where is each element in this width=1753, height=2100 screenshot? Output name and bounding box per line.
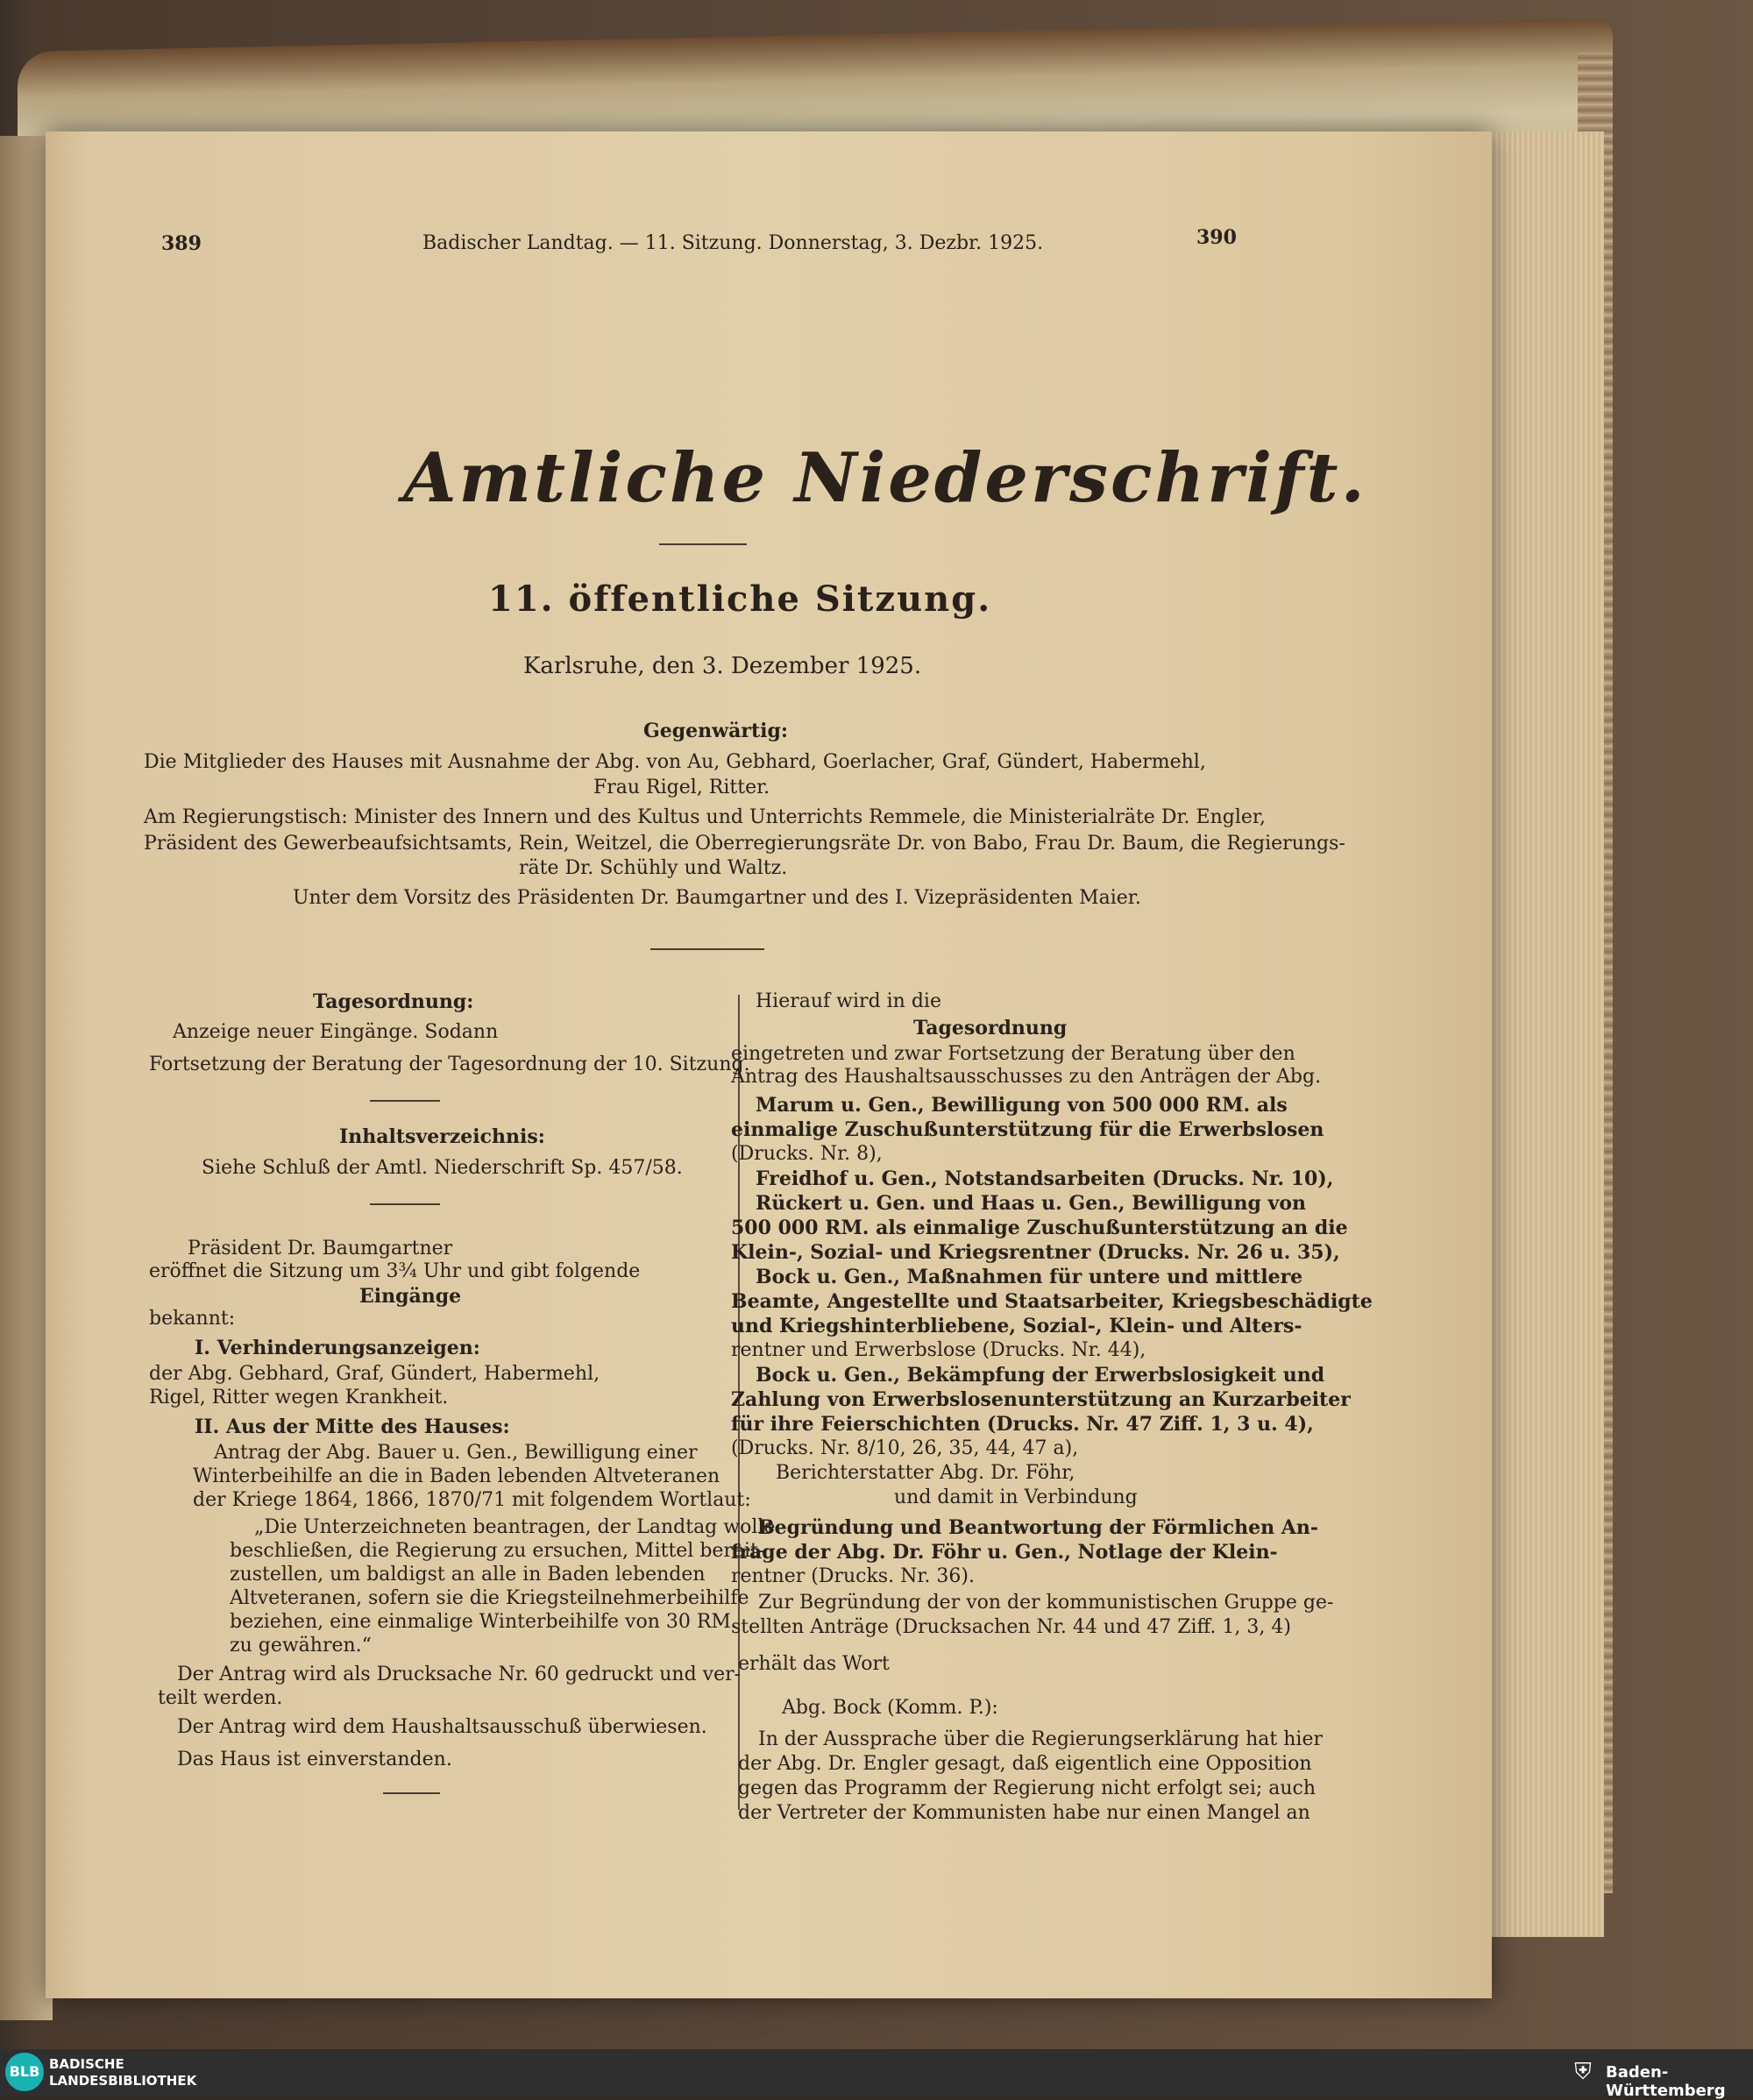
- section-heading: II. Aus der Mitte des Hauses:: [195, 1415, 510, 1438]
- page-number-right: 390: [1196, 226, 1237, 249]
- right-line: Zur Begründung der von der kommunistischen Gruppe ge-: [758, 1592, 1334, 1614]
- document-title: Amtliche Niederschrift.: [403, 438, 1367, 518]
- right-line: rentner und Erwerbslose (Drucks. Nr. 44),: [731, 1339, 1146, 1361]
- quote-line: „Die Unterzeichneten beantragen, der Landtag wolle: [254, 1516, 776, 1538]
- left-line: der Kriege 1864, 1866, 1870/71 mit folgendem Wortlaut:: [193, 1489, 751, 1511]
- state-name[interactable]: Baden-Württemberg: [1606, 2063, 1726, 2100]
- right-line: Hierauf wird in die: [756, 990, 941, 1012]
- right-line: Rückert u. Gen. und Haas u. Gen., Bewilligung von: [756, 1192, 1307, 1215]
- library-name-line2: LANDESBIBLIOTHEK: [49, 2073, 197, 2089]
- right-line: Bock u. Gen., Bekämpfung der Erwerbslosigkeit und: [756, 1364, 1325, 1387]
- running-header: Badischer Landtag. — 11. Sitzung. Donnerstag, 3. Dezbr. 1925.: [422, 232, 1044, 254]
- left-line: bekannt:: [149, 1308, 236, 1330]
- footer-bar: [0, 2049, 1753, 2100]
- left-line: Fortsetzung der Beratung der Tagesordnung der 10. Sitzung.: [149, 1054, 750, 1075]
- inputs-heading: Eingänge: [359, 1285, 462, 1308]
- divider: [650, 948, 764, 950]
- right-line: Zahlung von Erwerbslosenunterstützung an Kurzarbeiter: [731, 1388, 1351, 1411]
- left-line: Der Antrag wird dem Haushaltsausschuß überwiesen.: [177, 1716, 707, 1738]
- coat-of-arms-icon: ⛨: [1574, 2059, 1592, 2085]
- left-line: Antrag der Abg. Bauer u. Gen., Bewilligung einer: [214, 1442, 698, 1464]
- library-logo[interactable]: BLB: [5, 2053, 44, 2091]
- speaker-line: Präsident Dr. Baumgartner: [188, 1238, 453, 1259]
- library-name-line1: BADISCHE: [49, 2056, 124, 2072]
- right-line: erhält das Wort: [738, 1653, 890, 1675]
- right-line: der Abg. Dr. Engler gesagt, daß eigentlich eine Opposition: [738, 1753, 1312, 1775]
- divider: [659, 543, 747, 545]
- agenda-heading: Tagesordnung:: [313, 990, 474, 1013]
- left-line: Der Antrag wird als Drucksache Nr. 60 gedruckt und ver-: [177, 1664, 742, 1685]
- left-line: Das Haus ist einverstanden.: [177, 1749, 452, 1770]
- right-line: einmalige Zuschußunterstützung für die Erwerbslosen: [731, 1118, 1324, 1141]
- right-line: In der Aussprache über die Regierungserklärung hat hier: [758, 1728, 1323, 1750]
- session-title: 11. öffentliche Sitzung.: [488, 578, 992, 620]
- present-line: Präsident des Gewerbeaufsichtsamts, Rein, Weitzel, die Oberregierungsräte Dr. von Babo, Frau Dr. Baum, die Regierungs-: [144, 833, 1345, 855]
- right-line: Antrag des Haushaltsausschusses zu den Anträgen der Abg.: [731, 1066, 1322, 1088]
- quote-line: beziehen, eine einmalige Winterbeihilfe von 30 RM.: [230, 1611, 737, 1633]
- right-line: (Drucks. Nr. 8),: [731, 1143, 883, 1165]
- right-line: Begründung und Beantwortung der Förmlichen An-: [758, 1516, 1318, 1539]
- left-line: eröffnet die Sitzung um 3¾ Uhr und gibt folgende: [149, 1260, 641, 1282]
- present-heading: Gegenwärtig:: [643, 720, 788, 742]
- right-line: (Drucks. Nr. 8/10, 26, 35, 44, 47 a),: [731, 1437, 1079, 1459]
- right-line: Bock u. Gen., Maßnahmen für untere und mittlere: [756, 1266, 1303, 1288]
- right-line: und damit in Verbindung: [894, 1486, 1138, 1508]
- right-line: Freidhof u. Gen., Notstandsarbeiten (Drucks. Nr. 10),: [756, 1167, 1334, 1190]
- left-page-edge: [0, 136, 53, 2020]
- contents-heading: Inhaltsverzeichnis:: [339, 1125, 545, 1148]
- quote-line: zu gewähren.“: [230, 1635, 372, 1657]
- quote-line: Altveteranen, sofern sie die Kriegsteilnehmerbeihilfe: [230, 1587, 749, 1609]
- right-line: und Kriegshinterbliebene, Sozial-, Klein- und Alters-: [731, 1315, 1302, 1337]
- right-line: Beamte, Angestellte und Staatsarbeiter, Kriegsbeschädigte: [731, 1290, 1373, 1313]
- divider: [383, 1792, 440, 1794]
- right-line: Berichterstatter Abg. Dr. Föhr,: [776, 1462, 1075, 1484]
- present-line: Am Regierungstisch: Minister des Innern und des Kultus und Unterrichts Remmele, die Ministerialräte Dr. Engler,: [144, 806, 1267, 828]
- quote-line: beschließen, die Regierung zu ersuchen, Mittel bereit-: [230, 1540, 765, 1562]
- right-line: Marum u. Gen., Bewilligung von 500 000 RM. als: [756, 1094, 1288, 1117]
- left-line: teilt werden.: [158, 1687, 283, 1709]
- page-number-left: 389: [161, 232, 202, 255]
- chair-line: Unter dem Vorsitz des Präsidenten Dr. Baumgartner und des I. Vizepräsidenten Maier.: [293, 887, 1141, 909]
- divider: [370, 1100, 440, 1102]
- left-line: der Abg. Gebhard, Graf, Gündert, Habermehl,: [149, 1363, 600, 1385]
- right-line: 500 000 RM. als einmalige Zuschußunterstützung an die: [731, 1217, 1348, 1239]
- left-line: Anzeige neuer Eingänge. Sodann: [173, 1021, 499, 1043]
- agenda-heading-right: Tagesordnung: [913, 1017, 1068, 1039]
- left-line: Rigel, Ritter wegen Krankheit.: [149, 1387, 449, 1408]
- right-line: frage der Abg. Dr. Föhr u. Gen., Notlage der Klein-: [731, 1541, 1278, 1564]
- right-line: rentner (Drucks. Nr. 36).: [731, 1565, 975, 1587]
- quote-line: zustellen, um baldigst an alle in Baden lebenden: [230, 1564, 706, 1586]
- right-line: für ihre Feierschichten (Drucks. Nr. 47 Ziff. 1, 3 u. 4),: [731, 1413, 1314, 1436]
- document-page: [46, 131, 1492, 1998]
- right-line: Klein-, Sozial- und Kriegsrentner (Drucks. Nr. 26 u. 35),: [731, 1241, 1340, 1264]
- library-name: [49, 2056, 196, 2089]
- place-date: Karlsruhe, den 3. Dezember 1925.: [523, 653, 922, 679]
- divider: [370, 1203, 440, 1205]
- right-line: eingetreten und zwar Fortsetzung der Beratung über den: [731, 1043, 1295, 1065]
- right-line: der Vertreter der Kommunisten habe nur einen Mangel an: [738, 1802, 1310, 1824]
- right-line: gegen das Programm der Regierung nicht erfolgt sei; auch: [738, 1777, 1317, 1799]
- left-line: Winterbeihilfe an die in Baden lebenden Altveteranen: [193, 1465, 720, 1487]
- present-line: räte Dr. Schühly und Waltz.: [519, 857, 788, 879]
- right-line: stellten Anträge (Drucksachen Nr. 44 und 47 Ziff. 1, 3, 4): [731, 1616, 1291, 1638]
- present-line: Frau Rigel, Ritter.: [593, 777, 770, 798]
- present-line: Die Mitglieder des Hauses mit Ausnahme der Abg. von Au, Gebhard, Goerlacher, Graf, Gündert, Habermehl,: [144, 751, 1206, 773]
- speaker-line-right: Abg. Bock (Komm. P.):: [782, 1697, 998, 1719]
- section-heading: I. Verhinderungsanzeigen:: [195, 1337, 480, 1359]
- left-line: Siehe Schluß der Amtl. Niederschrift Sp. 457/58.: [202, 1157, 683, 1179]
